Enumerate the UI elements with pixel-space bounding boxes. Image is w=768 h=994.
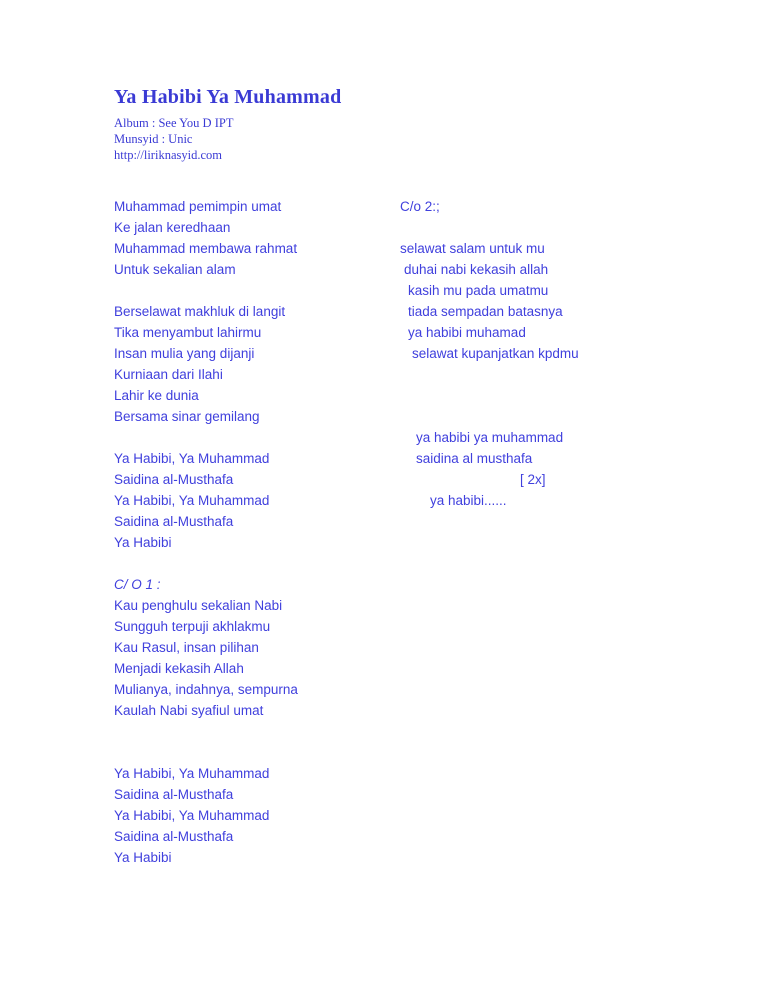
lyric-line: ya habibi ya muhammad: [416, 430, 564, 445]
lyric-spacer: [400, 385, 700, 406]
lyric-spacer: [114, 553, 404, 574]
lyric-line: Saidina al-Musthafa: [114, 829, 234, 844]
lyric-line: Kau penghulu sekalian Nabi: [114, 598, 283, 613]
lyric-line: Saidina al-Musthafa: [114, 787, 234, 802]
lyric-spacer: [114, 721, 404, 742]
lyrics-left-column: [114, 196, 404, 868]
lyric-spacer: [114, 427, 404, 448]
lyric-spacer: [114, 742, 404, 763]
lyric-line: selawat kupanjatkan kpdmu: [412, 346, 579, 361]
lyric-line: Lahir ke dunia: [114, 388, 199, 403]
lyric-line: saidina al musthafa: [416, 451, 533, 466]
lyric-line: Muhammad pemimpin umat: [114, 199, 282, 214]
lyric-line: ya habibi......: [430, 493, 507, 508]
lyric-spacer: [400, 364, 700, 385]
lyric-line: tiada sempadan batasnya: [408, 304, 563, 319]
lyric-spacer: [400, 217, 700, 238]
lyric-line: C/ O 1 :: [114, 577, 161, 592]
lyric-line: Menjadi kekasih Allah: [114, 661, 244, 676]
lyrics-right-column: [400, 196, 700, 511]
lyric-line: Muhammad membawa rahmat: [114, 241, 298, 256]
lyric-line: Ya Habibi: [114, 850, 172, 865]
lyric-line: C/o 2:;: [400, 199, 440, 214]
lyric-line: selawat salam untuk mu: [400, 241, 545, 256]
lyric-line: Ya Habibi, Ya Muhammad: [114, 766, 270, 781]
munsyid-line: Munsyid : Unic: [114, 132, 193, 146]
lyric-line: Saidina al-Musthafa: [114, 514, 234, 529]
lyric-line: Ya Habibi, Ya Muhammad: [114, 493, 270, 508]
lyric-line: Kaulah Nabi syafiul umat: [114, 703, 264, 718]
lyric-line: Ya Habibi: [114, 535, 172, 550]
lyric-line: ya habibi muhamad: [408, 325, 526, 340]
lyric-line: Kurniaan dari Ilahi: [114, 367, 223, 382]
lyric-line: [ 2x]: [520, 472, 546, 487]
source-url: http://liriknasyid.com: [114, 148, 222, 162]
lyric-line: Sungguh terpuji akhlakmu: [114, 619, 271, 634]
page-title: Ya Habibi Ya Muhammad: [114, 86, 342, 108]
lyric-spacer: [400, 406, 700, 427]
lyric-line: Kau Rasul, insan pilihan: [114, 640, 259, 655]
lyric-line: kasih mu pada umatmu: [408, 283, 549, 298]
lyric-line: Saidina al-Musthafa: [114, 472, 234, 487]
lyric-line: Mulianya, indahnya, sempurna: [114, 682, 298, 697]
lyric-line: Ya Habibi, Ya Muhammad: [114, 451, 270, 466]
lyric-line: Untuk sekalian alam: [114, 262, 236, 277]
album-line: Album : See You D IPT: [114, 116, 234, 130]
lyric-line: Bersama sinar gemilang: [114, 409, 260, 424]
lyric-line: Ya Habibi, Ya Muhammad: [114, 808, 270, 823]
lyric-spacer: [114, 280, 404, 301]
lyric-line: Ke jalan keredhaan: [114, 220, 231, 235]
lyric-line: Tika menyambut lahirmu: [114, 325, 262, 340]
lyric-line: Berselawat makhluk di langit: [114, 304, 286, 319]
lyric-line: Insan mulia yang dijanji: [114, 346, 255, 361]
lyric-line: duhai nabi kekasih allah: [404, 262, 549, 277]
